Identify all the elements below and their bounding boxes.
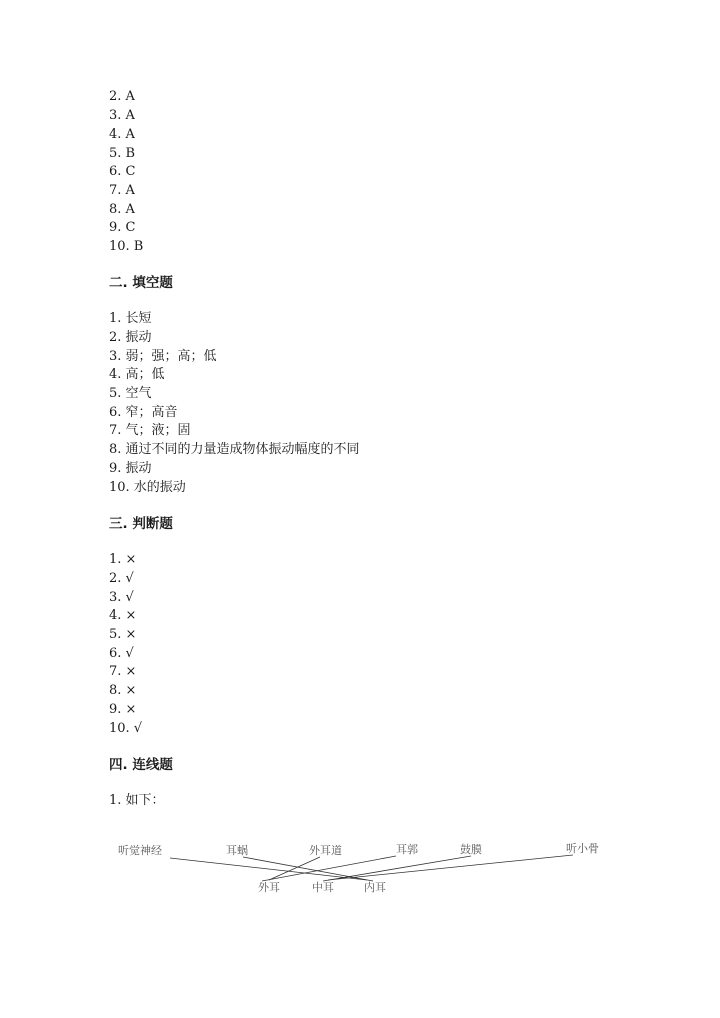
fill-answer-10: 10. 水的振动 <box>109 480 186 495</box>
match-line-auditory-nerve-inner-ear <box>170 858 367 880</box>
choice-answer-9: 9. C <box>109 220 136 235</box>
choice-answer-2: 2. A <box>109 89 135 104</box>
fill-answer-4: 4. 高；低 <box>109 367 165 382</box>
fill-answer-9: 9. 振动 <box>109 461 152 476</box>
match-line-eardrum-middle-ear <box>323 856 471 881</box>
fill-answer-6: 6. 窄；高音 <box>109 405 178 420</box>
label-ossicles: 听小骨 <box>566 842 599 855</box>
fill-answer-8: 8. 通过不同的力量造成物体振动幅度的不同 <box>109 442 360 457</box>
choice-answer-6: 6. C <box>109 164 136 179</box>
label-ear-canal: 外耳道 <box>309 844 342 857</box>
choice-answer-5: 5. B <box>109 146 136 161</box>
section-title-true-false: 三. 判断题 <box>109 516 173 532</box>
fill-answer-7: 7. 气；液；固 <box>109 423 191 438</box>
section-title-fill-blank: 二. 填空题 <box>109 275 173 291</box>
label-eardrum: 鼓膜 <box>460 843 482 856</box>
label-auditory-nerve: 听觉神经 <box>118 844 162 857</box>
match-line-auricle-outer-ear <box>262 856 396 881</box>
choice-answer-7: 7. A <box>109 183 135 198</box>
label-middle-ear: 中耳 <box>312 881 334 894</box>
tf-answer-6: 6. √ <box>109 646 134 661</box>
tf-answer-9: 9. × <box>109 702 137 717</box>
tf-answer-1: 1. × <box>109 552 137 567</box>
fill-answer-2: 2. 振动 <box>109 330 152 345</box>
fill-answer-1: 1. 长短 <box>109 311 152 326</box>
tf-answer-7: 7. × <box>109 664 137 679</box>
matching-intro: 1. 如下： <box>109 793 165 808</box>
tf-answer-8: 8. × <box>109 683 137 698</box>
tf-answer-3: 3. √ <box>109 590 134 605</box>
fill-answer-5: 5. 空气 <box>109 386 152 401</box>
label-auricle: 耳郭 <box>396 843 418 856</box>
choice-answer-3: 3. A <box>109 108 135 123</box>
tf-answer-2: 2. √ <box>109 571 134 586</box>
label-cochlea: 耳蜗 <box>226 844 248 857</box>
choice-answer-4: 4. A <box>109 127 135 142</box>
fill-answer-3: 3. 弱；强；高；低 <box>109 349 217 364</box>
tf-answer-5: 5. × <box>109 627 137 642</box>
label-inner-ear: 内耳 <box>364 881 386 894</box>
label-outer-ear: 外耳 <box>258 881 280 894</box>
tf-answer-4: 4. × <box>109 608 137 623</box>
section-title-matching: 四. 连线题 <box>109 757 173 773</box>
tf-answer-10: 10. √ <box>109 721 143 736</box>
choice-answer-8: 8. A <box>109 202 135 217</box>
choice-answer-10: 10. B <box>109 239 144 254</box>
match-line-ossicles-middle-ear <box>328 855 573 880</box>
match-line-ear-canal-outer-ear <box>269 857 320 880</box>
